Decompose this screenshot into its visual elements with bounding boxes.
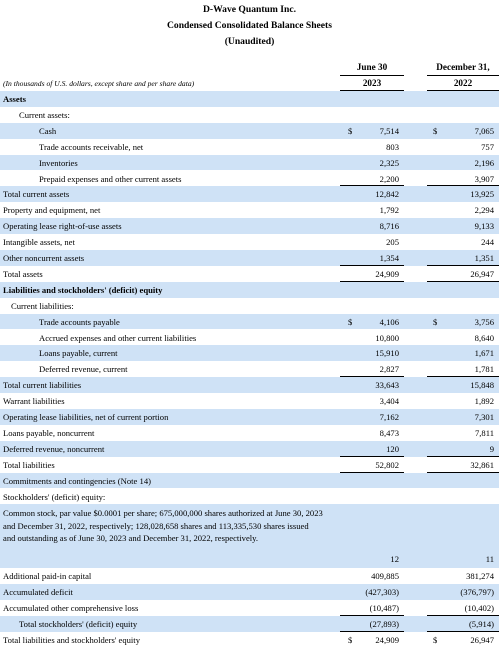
value-2022: 32,861 bbox=[470, 459, 494, 470]
value-2023: 52,802 bbox=[375, 459, 399, 470]
value-2022: 26,947 bbox=[470, 635, 494, 645]
table-row bbox=[0, 330, 499, 346]
table-row bbox=[0, 234, 499, 250]
row-label: Accumulated deficit bbox=[3, 587, 73, 598]
table-row bbox=[0, 489, 499, 505]
value-2023: 4,106 bbox=[379, 316, 399, 327]
value-2023: 409,885 bbox=[371, 571, 399, 582]
col2-header-line2: 2022 bbox=[453, 78, 473, 88]
currency-symbol-2022: $ bbox=[433, 635, 438, 645]
row-label: Inventories bbox=[39, 157, 78, 168]
row-label: Deferred revenue, current bbox=[39, 364, 128, 375]
table-row bbox=[0, 632, 499, 648]
table-row bbox=[0, 250, 499, 266]
col1-header-line1: June 30 bbox=[356, 62, 388, 72]
table-row bbox=[0, 425, 499, 441]
value-2022: 1,351 bbox=[474, 253, 494, 263]
value-2023: (10,487) bbox=[369, 603, 399, 614]
row-label: Intangible assets, net bbox=[3, 237, 75, 248]
row-label: Total current liabilities bbox=[3, 380, 82, 391]
value-2023: 24,909 bbox=[375, 635, 399, 645]
table-row bbox=[0, 504, 499, 568]
currency-symbol-2023: $ bbox=[348, 125, 353, 136]
value-2023: 3,404 bbox=[379, 396, 399, 407]
row-label: Assets bbox=[3, 94, 26, 104]
table-row bbox=[0, 107, 499, 123]
company-name: D-Wave Quantum Inc. bbox=[202, 4, 296, 15]
value-2022: 13,925 bbox=[470, 189, 494, 200]
value-2023: 7,162 bbox=[379, 412, 399, 422]
table-row bbox=[0, 266, 499, 282]
row-label: Total assets bbox=[3, 268, 43, 279]
row-label: Total liabilities bbox=[3, 459, 55, 470]
row-label: Total liabilities and stockholders' equity bbox=[3, 635, 140, 645]
value-2022: 9,133 bbox=[474, 221, 494, 232]
currency-symbol-2022: $ bbox=[433, 125, 438, 136]
row-label: Total current assets bbox=[3, 189, 70, 200]
table-row bbox=[0, 473, 499, 489]
value-2023: 2,325 bbox=[379, 157, 399, 168]
col2-header-line1: December 31, bbox=[436, 62, 490, 72]
table-row bbox=[0, 186, 499, 202]
value-2023: (27,893) bbox=[369, 619, 399, 630]
currency-symbol-2022: $ bbox=[433, 316, 438, 327]
value-2022: (10,402) bbox=[464, 603, 494, 614]
value-2022: 1,892 bbox=[474, 396, 494, 407]
row-label: Property and equipment, net bbox=[3, 205, 101, 216]
table-row bbox=[0, 282, 499, 298]
value-2022: 15,848 bbox=[470, 380, 494, 391]
table-row bbox=[0, 298, 499, 314]
value-2022: 8,640 bbox=[474, 332, 494, 343]
table-row bbox=[0, 441, 499, 457]
row-label: Liabilities and stockholders' (deficit) equity bbox=[3, 284, 163, 295]
value-2022: 381,274 bbox=[466, 571, 494, 582]
table-row bbox=[0, 409, 499, 425]
value-2023: 12,842 bbox=[375, 189, 399, 200]
value-2022: 7,301 bbox=[474, 412, 494, 422]
col1-header-rule bbox=[340, 75, 404, 76]
value-2023: 120 bbox=[386, 443, 399, 454]
table-row bbox=[0, 123, 499, 139]
table-row bbox=[0, 377, 499, 393]
value-2022: 3,756 bbox=[474, 316, 494, 327]
row-label: Deferred revenue, noncurrent bbox=[3, 443, 105, 454]
table-row bbox=[0, 218, 499, 234]
row-label: Additional paid-in capital bbox=[3, 571, 92, 582]
value-2022: 2,196 bbox=[474, 157, 494, 168]
table-row bbox=[0, 91, 499, 107]
value-2023: (427,303) bbox=[365, 587, 399, 598]
value-2022: (5,914) bbox=[468, 619, 494, 630]
table-row bbox=[0, 584, 499, 600]
value-2023: 1,354 bbox=[379, 253, 399, 263]
row-label: Warrant liabilities bbox=[3, 396, 65, 407]
value-2023: 10,800 bbox=[375, 332, 399, 343]
row-label: Operating lease right-of-use assets bbox=[3, 221, 122, 232]
row-label: Loans payable, noncurrent bbox=[3, 427, 95, 438]
table-row bbox=[0, 314, 499, 330]
value-2022: 2,294 bbox=[474, 205, 494, 216]
row-label: Cash bbox=[39, 125, 57, 136]
table-row bbox=[0, 345, 499, 361]
row-label: Current liabilities: bbox=[11, 300, 74, 311]
table-row bbox=[0, 171, 499, 187]
table-row bbox=[0, 139, 499, 155]
table-row bbox=[0, 616, 499, 632]
table-row bbox=[0, 361, 499, 377]
value-2022: 244 bbox=[481, 237, 494, 248]
value-2023: 803 bbox=[386, 141, 399, 152]
table-row bbox=[0, 155, 499, 171]
table-row bbox=[0, 600, 499, 616]
table-row bbox=[0, 568, 499, 584]
row-label: Accumulated other comprehensive loss bbox=[3, 603, 139, 614]
value-2023: 8,473 bbox=[379, 427, 399, 438]
statement-title: Condensed Consolidated Balance Sheets bbox=[167, 20, 332, 31]
value-2022: 3,907 bbox=[474, 173, 494, 184]
row-label: Operating lease liabilities, net of current portion bbox=[3, 412, 169, 422]
value-2023: 205 bbox=[386, 237, 399, 248]
value-2022: 7,811 bbox=[474, 427, 494, 438]
table-row bbox=[0, 457, 499, 473]
row-label: Accrued expenses and other current liabilities bbox=[39, 332, 197, 343]
value-2023: 2,200 bbox=[379, 173, 399, 184]
currency-symbol-2023: $ bbox=[348, 316, 353, 327]
value-2022: 757 bbox=[481, 141, 494, 152]
value-2022: (376,797) bbox=[460, 587, 494, 598]
value-2022: 9 bbox=[489, 443, 494, 454]
value-2023: 24,909 bbox=[375, 268, 399, 279]
row-label: Loans payable, current bbox=[39, 348, 118, 359]
value-2023: 15,910 bbox=[375, 348, 399, 359]
value-2022: 11 bbox=[485, 554, 494, 565]
table-row bbox=[0, 393, 499, 409]
table-row bbox=[0, 202, 499, 218]
row-label: Stockholders' (deficit) equity: bbox=[3, 491, 106, 502]
row-label: Trade accounts payable bbox=[39, 316, 120, 327]
col1-header-line2: 2023 bbox=[362, 78, 382, 88]
row-label: Trade accounts receivable, net bbox=[39, 141, 144, 152]
units-note: (In thousands of U.S. dollars, except share and per share data) bbox=[3, 79, 195, 88]
row-label: Current assets: bbox=[19, 109, 70, 120]
value-2023: 33,643 bbox=[375, 380, 399, 391]
col2-header-rule bbox=[427, 75, 499, 76]
value-2022: 1,671 bbox=[474, 348, 494, 359]
value-2023: 8,716 bbox=[379, 221, 399, 232]
row-label: Commitments and contingencies (Note 14) bbox=[3, 475, 151, 486]
statement-subtitle: (Unaudited) bbox=[224, 36, 275, 47]
value-2022: 7,065 bbox=[474, 125, 494, 136]
value-2022: 1,781 bbox=[474, 364, 494, 375]
row-label: Prepaid expenses and other current assets bbox=[39, 173, 182, 184]
value-2022: 26,947 bbox=[470, 268, 494, 279]
currency-symbol-2023: $ bbox=[348, 635, 353, 645]
row-label: Other noncurrent assets bbox=[3, 253, 85, 263]
value-2023: 2,827 bbox=[379, 364, 399, 375]
value-2023: 1,792 bbox=[379, 205, 399, 216]
row-label: Common stock, par value $0.0001 per share; 675,000,000 shares authorized at June 30, 2023 and December 31, 2022, respectively; 128,028,658 shares and 113,335,530 shares issued and outstanding as of June 30, 2023 and December 31, 2022, respectively. bbox=[3, 508, 323, 543]
value-2023: 12 bbox=[390, 554, 399, 565]
row-label: Total stockholders' (deficit) equity bbox=[19, 619, 138, 630]
value-2023: 7,514 bbox=[379, 125, 399, 136]
